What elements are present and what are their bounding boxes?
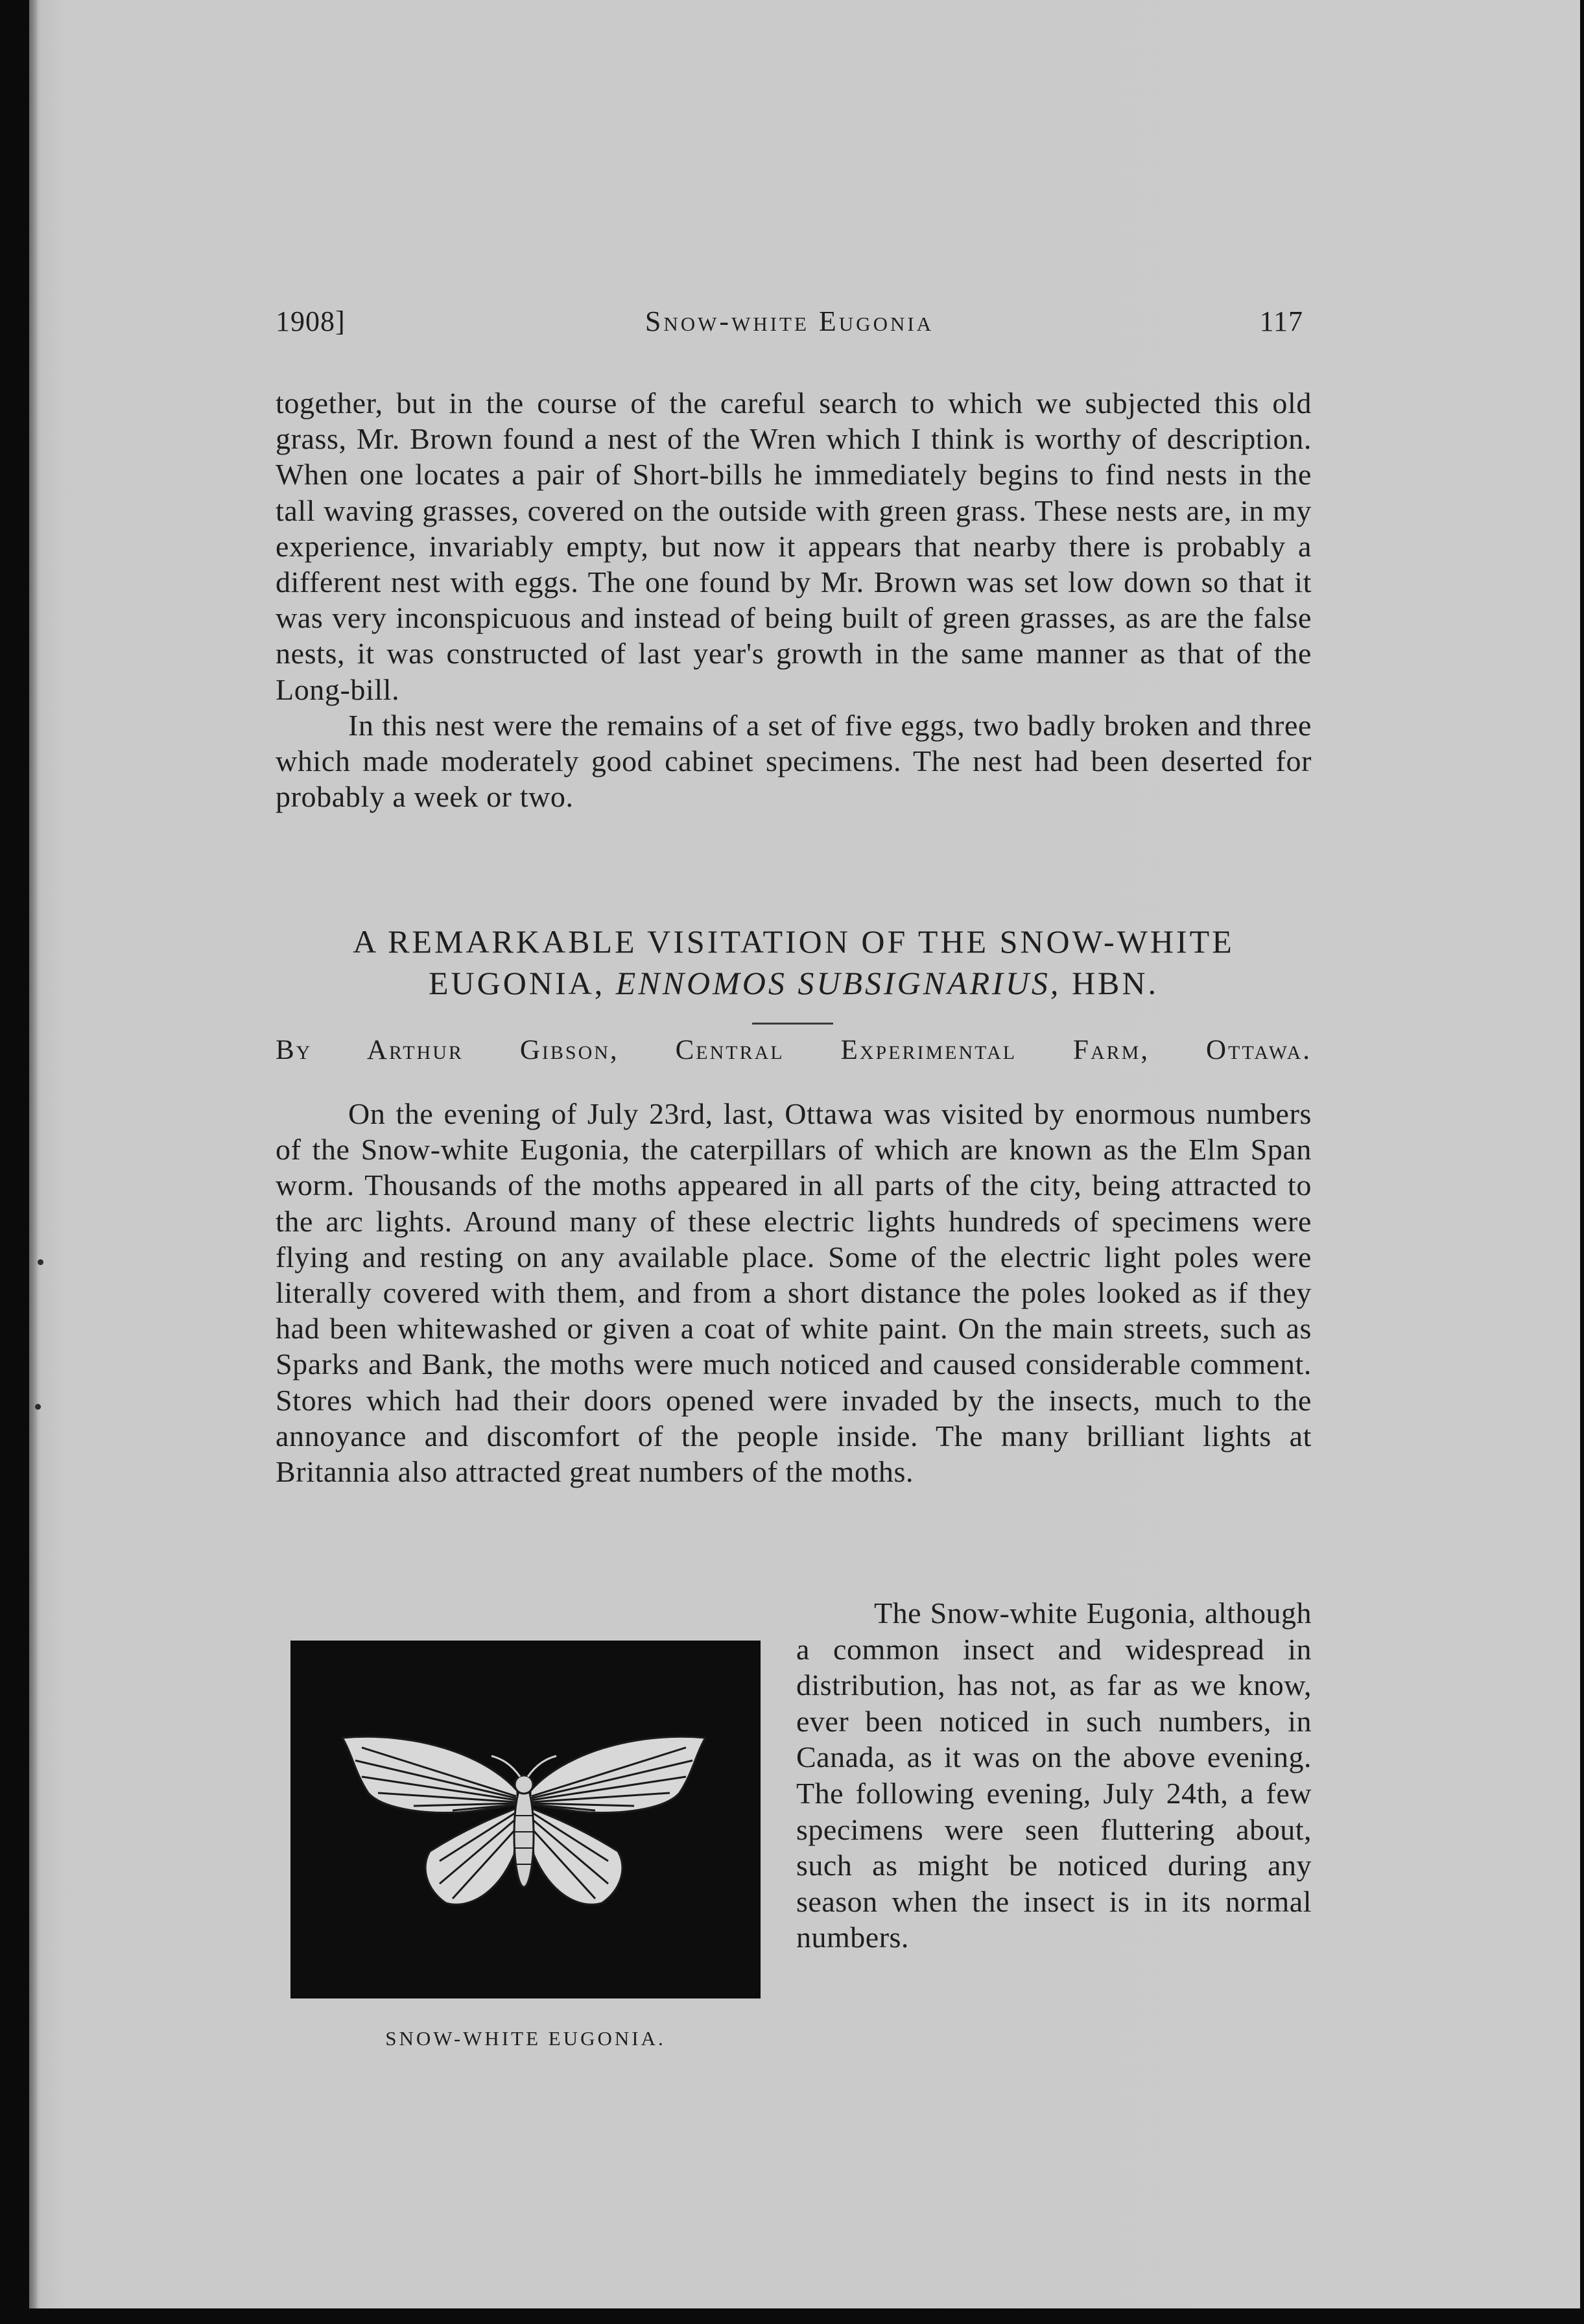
moth-icon (290, 1641, 761, 1998)
article-title-line2 (276, 962, 1312, 1004)
article-body: On the evening of July 23rd, last, Ottawa was visited by enormous numbers of the Snow-white Eugonia, the caterpillars of which are known as the Elm Span worm. Thousands of the moths appeared in all parts of the city, being attracted to the arc lights. Around many of these electric lights hundreds of specimens were flying and resting on any available place. Some of the electric light poles were literally covered with them, and from a short distance the poles looked as if they had been whitewashed or given a coat of white paint. On the main streets, such as Sparks and Bank, the moths were much noticed and caused considerable comment. Stores which had their doors opened were invaded by the insects, much to the annoyance and discomfort of the people inside. The many brilliant lights at Britannia also attracted great numbers of the moths. (276, 1097, 1312, 1489)
scan-mark (35, 1404, 41, 1410)
paragraph: The Snow-white Eugonia, although a common insect and widespread in distribution, has not, as far as we know, ever been noticed in such numbers, in Canada, as it was on the above evening. The following evening, July 24th, a few specimens were seen fluttering about, such as might be noticed during any season when the insect is in its normal numbers. (796, 1596, 1312, 1954)
running-head-title: Snow-white Eugonia (644, 305, 934, 337)
paragraph: In this nest were the remains of a set of five eggs, two badly broken and three which made moderately good cabinet specimens. The nest had been deserted for probably a week or two. (276, 708, 1312, 814)
title-scientific-name: ENNOMOS SUBSIGNARIUS, (615, 965, 1061, 1001)
title-rule (752, 1023, 833, 1025)
continued-article-text (276, 385, 1312, 814)
scan-border (0, 2308, 1584, 2324)
article-title-line1: A REMARKABLE VISITATION OF THE SNOW-WHITE (353, 923, 1235, 960)
page-gutter-shadow (29, 0, 38, 2308)
article-title (276, 921, 1312, 1004)
title-author-abbrev: HBN. (1071, 965, 1159, 1001)
page-number: 117 (1259, 305, 1303, 337)
figure-caption: SNOW-WHITE EUGONIA. (385, 2027, 666, 2050)
running-head-year: 1908] (276, 305, 346, 337)
scan-mark (38, 1259, 43, 1265)
running-head (276, 305, 1303, 350)
article-body-continued (796, 1595, 1312, 1956)
moth-illustration (290, 1641, 761, 1998)
byline: By Arthur Gibson, Central Experimental Farm, Ottawa. (276, 1035, 1312, 1065)
title-common-name: EUGONIA, (428, 965, 606, 1001)
paragraph: together, but in the course of the careful search to which we subjected this old grass, Mr. Brown found a nest of the Wren which I think is worthy of description. When one locates a pair of Short-bills he immediately begins to find nests in the tall waving grasses, covered on the outside with green grass. These nests are, in my experience, invariably empty, but now it appears that nearby there is probably a different nest with eggs. The one found by Mr. Brown was set low down so that it was very inconspicuous and instead of being built of green grasses, as are the false nests, it was constructed of last year's growth in the same manner as that of the Long-bill. (276, 386, 1312, 706)
